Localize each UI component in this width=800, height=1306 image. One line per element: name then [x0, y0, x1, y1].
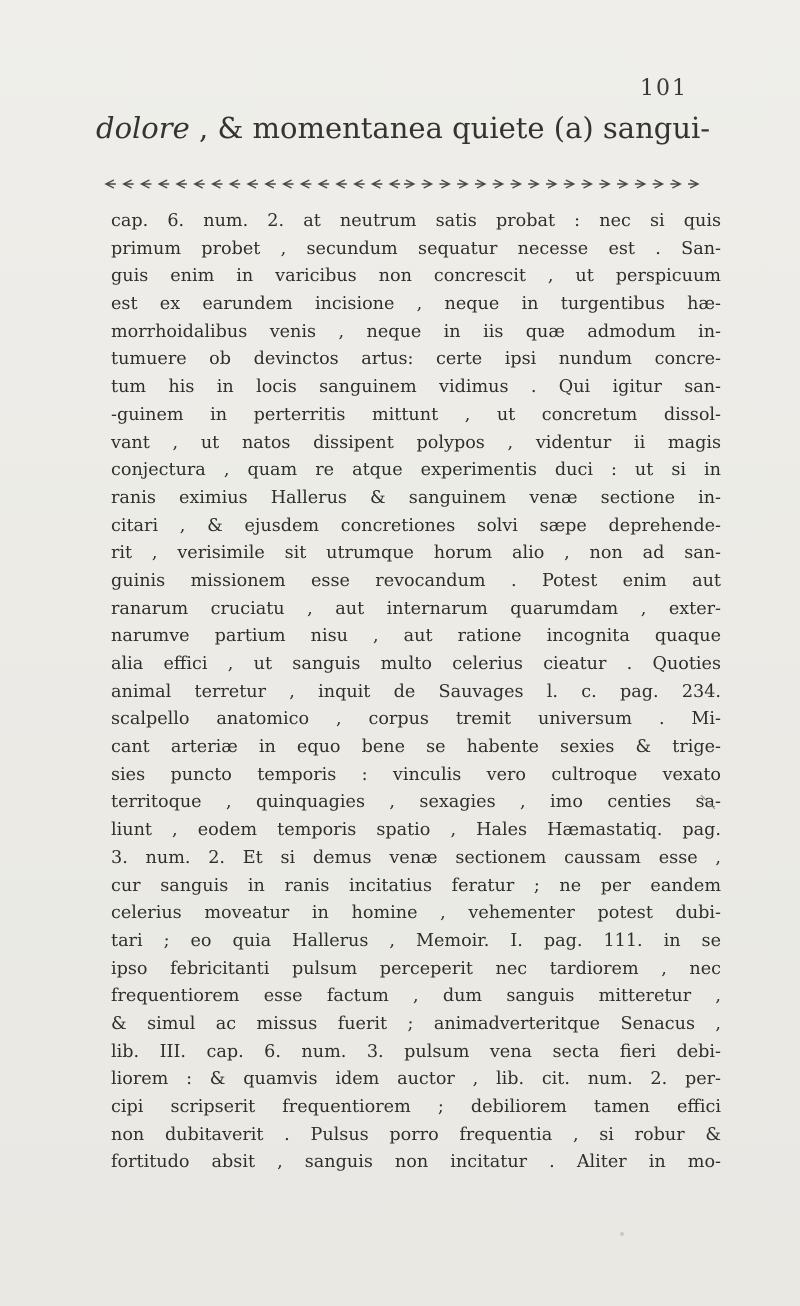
text-line: vant , ut natos dissipent polypos , videntur ii magis	[111, 432, 721, 453]
text-line: conjectura , quam re atque experimentis duci : ut si in	[111, 460, 721, 481]
text-line: 3. num. 2. Et si demus venæ sectionem caussam esse ,	[111, 847, 721, 868]
text-line: sies puncto temporis : vinculis vero cultroque vexato	[111, 764, 721, 785]
ornament-glyph	[439, 180, 449, 188]
text-line: cap. 6. num. 2. at neutrum satis probat : nec si quis	[111, 211, 721, 231]
running-head-text: , & momentanea quiete (a) sangui-	[189, 111, 711, 145]
ornament-glyph	[404, 180, 414, 188]
ornament-glyph	[457, 180, 467, 188]
text-line: celerius moveatur in homine , vehementer potest dubi-	[111, 903, 721, 924]
text-line: ipso febricitanti pulsum perceperit nec tardiorem , nec	[111, 958, 721, 979]
text-line: non dubitaverit . Pulsus porro frequentia , si robur &	[111, 1124, 721, 1145]
ornament-glyph	[688, 180, 698, 188]
ornament-glyph	[475, 180, 485, 188]
ornament-glyph	[510, 180, 520, 188]
running-head-italic: dolore	[96, 111, 190, 145]
ornament-glyph	[390, 180, 400, 188]
text-line: narumve partium nisu , aut ratione incognita quaque	[111, 626, 721, 647]
ornament-glyph	[599, 180, 609, 188]
ornament-glyph	[355, 180, 365, 188]
ornament-glyph	[337, 180, 347, 188]
text-line: morrhoidalibus venis , neque in iis quæ admodum in-	[111, 321, 721, 342]
text-line: tari ; eo quia Hallerus , Memoir. I. pag. 111. in se	[111, 930, 721, 951]
text-line: ranis eximius Hallerus & sanguinem venæ sectione in-	[111, 487, 721, 508]
ornament-rule	[100, 178, 704, 190]
text-line: & simul ac missus fuerit ; animadverteritque Senacus ,	[111, 1013, 721, 1034]
ornament-glyph	[301, 180, 311, 188]
text-line: lib. III. cap. 6. num. 3. pulsum vena secta fieri debi-	[111, 1041, 721, 1062]
text-line: animal terretur , inquit de Sauvages l. c. pag. 234.	[111, 681, 721, 702]
text-line: guis enim in varicibus non concrescit , ut perspicuum	[111, 266, 721, 287]
text-line: fortitudo absit , sanguis non incitatur . Aliter in mo-	[111, 1152, 721, 1173]
ornament-glyph	[670, 180, 680, 188]
ornament-glyph	[582, 180, 592, 188]
paper-stain	[620, 1232, 624, 1236]
ornament-glyph	[653, 180, 663, 188]
ornament-glyph	[284, 180, 294, 188]
ornament-glyph	[141, 180, 151, 188]
text-line: alia effici , ut sanguis multo celerius cieatur . Quoties	[111, 654, 721, 674]
ornament-glyph	[319, 180, 329, 188]
text-line: guinis missionem esse revocandum . Potest enim aut	[111, 570, 721, 591]
ornament-glyph	[266, 180, 276, 188]
text-line: rit , verisimile sit utrumque horum alio , non ad san-	[111, 543, 721, 564]
text-line: territoque , quinquagies , sexagies , imo centies sa-	[111, 792, 721, 813]
ornament-glyph	[195, 180, 205, 188]
running-head	[96, 111, 710, 145]
ornament-glyph	[177, 180, 187, 188]
text-line: cur sanguis in ranis incitatius feratur ; ne per eandem	[111, 875, 721, 896]
ornament-glyph	[124, 180, 134, 188]
page-number: 101	[640, 76, 688, 101]
text-line: frequentiorem esse factum , dum sanguis mitteretur ,	[111, 986, 721, 1007]
text-line: cant arteriæ in equo bene se habente sexies & trige-	[111, 737, 721, 758]
ornament-glyph	[248, 180, 258, 188]
text-line: ranarum cruciatu , aut internarum quarumdam , exter-	[111, 598, 721, 619]
text-line: tumuere ob devinctos artus: certe ipsi nundum concre-	[111, 349, 721, 370]
ornament-glyph	[635, 180, 645, 188]
margin-mark-icon	[700, 794, 716, 810]
text-line: liunt , eodem temporis spatio , Hales Hæmastatiq. pag.	[111, 820, 721, 841]
text-line: est ex earundem incisione , neque in turgentibus hæ-	[111, 294, 721, 315]
text-line: -guinem in perterritis mittunt , ut concretum dissol-	[111, 404, 721, 425]
ornament-glyph	[422, 180, 432, 188]
ornament-glyph	[230, 180, 240, 188]
ornament-glyph	[106, 180, 116, 188]
text-line: liorem : & quamvis idem auctor , lib. cit. num. 2. per-	[111, 1069, 721, 1090]
ornament-glyph	[159, 180, 169, 188]
text-line: citari , & ejusdem concretiones solvi sæpe deprehende-	[111, 515, 721, 536]
text-line: cipi scripserit frequentiorem ; debiliorem tamen effici	[111, 1097, 721, 1117]
text-line: primum probet , secundum sequatur necesse est . San-	[111, 238, 721, 259]
ornament-glyph	[212, 180, 222, 188]
ornament-glyph	[493, 180, 503, 188]
text-line: scalpello anatomico , corpus tremit universum . Mi-	[111, 709, 721, 730]
ornament-glyph	[546, 180, 556, 188]
text-line: tum his in locis sanguinem vidimus . Qui igitur san-	[111, 377, 721, 398]
ornament-glyph	[564, 180, 574, 188]
ornament-glyph	[372, 180, 382, 188]
body-text	[111, 208, 721, 1177]
ornament-glyph	[528, 180, 538, 188]
ornament-glyph	[617, 180, 627, 188]
